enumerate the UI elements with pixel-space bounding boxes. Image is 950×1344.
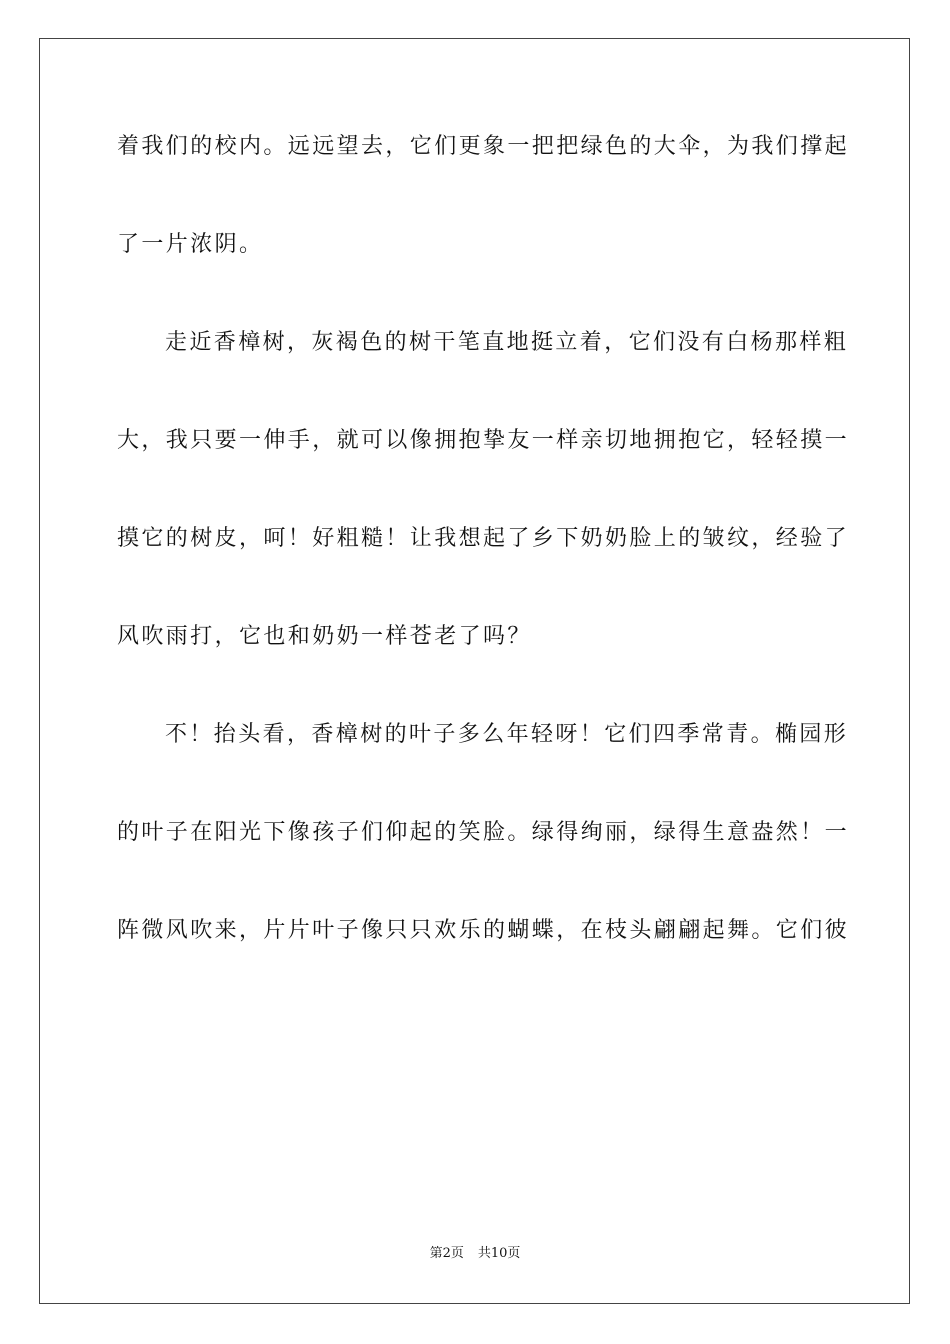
total-pages: 共10页	[477, 1246, 521, 1261]
paragraph-start-line: 不！抬头看，香樟树的叶子多么年轻呀！它们四季常青。椭园形	[165, 722, 849, 747]
document-body	[117, 122, 850, 1004]
text-line: 阵微风吹来，片片叶子像只只欢乐的蝴蝶，在枝头翩翩起舞。它们彼	[117, 918, 850, 943]
text-line: 了一片浓阴。	[117, 232, 264, 257]
paragraph-start-line: 走近香樟树，灰褐色的树干笔直地挺立着，它们没有白杨那样粗	[165, 330, 849, 355]
text-line: 摸它的树皮，呵！好粗糙！让我想起了乡下奶奶脸上的皱纹，经验了	[117, 526, 850, 551]
text-line: 着我们的校内。远远望去，它们更象一把把绿色的大伞，为我们撑起	[117, 134, 850, 159]
text-line: 的叶子在阳光下像孩子们仰起的笑脸。绿得绚丽，绿得生意盎然！一	[117, 820, 850, 845]
text-line: 大，我只要一伸手，就可以像拥抱挚友一样亲切地拥抱它，轻轻摸一	[117, 428, 850, 453]
page-footer	[0, 1244, 950, 1264]
text-line: 风吹雨打，它也和奶奶一样苍老了吗？	[117, 624, 532, 649]
page-number: 第2页	[429, 1246, 464, 1261]
